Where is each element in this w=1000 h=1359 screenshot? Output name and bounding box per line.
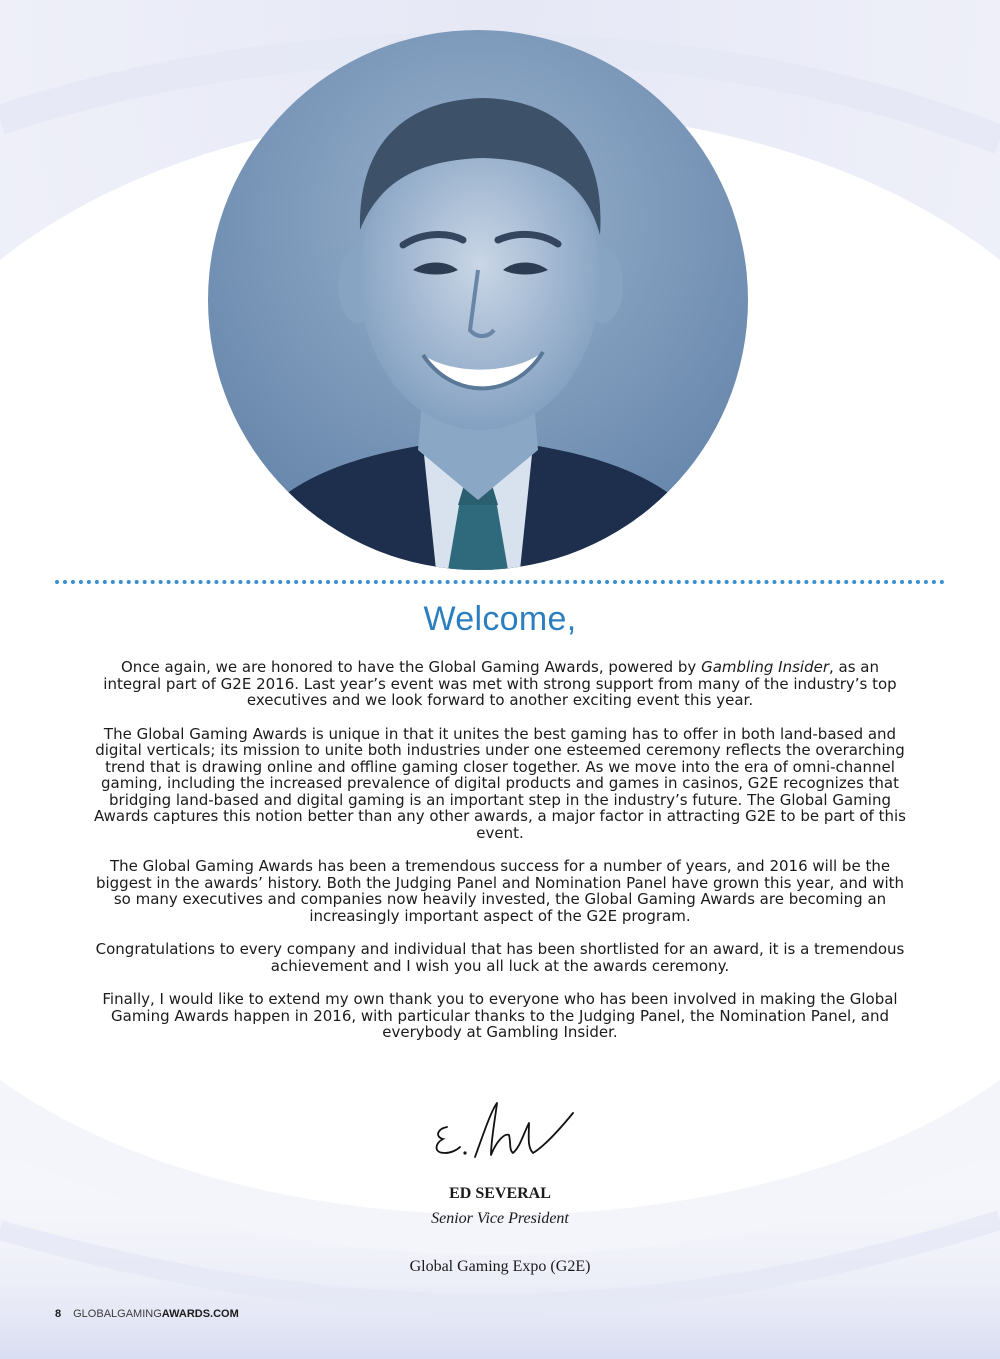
letter-p1-text-b: , as an integral part of G2E 2016. Last year’s event was met with strong support from many of the industry’s top executives and we look forward to another exciting event this year. [103, 658, 897, 709]
signatory-title: Senior Vice President [431, 1210, 569, 1227]
footer-site-bold: AWARDS.COM [161, 1308, 239, 1320]
signature-icon [425, 1095, 595, 1170]
footer-site-light: GLOBALGAMING [73, 1308, 162, 1320]
letter-p1-text-a: Once again, we are honored to have the Global Gaming Awards, powered by [120, 658, 702, 676]
signatory-organization: Global Gaming Expo (G2E) [409, 1258, 591, 1275]
letter-paragraph-2: The Global Gaming Awards is unique in that it unites the best gaming has to offer in both land-based and digital verticals; its mission to unite both industries under one esteemed ceremony reflects the overarching trend that is drawing online and offline gaming closer together. As we move into the era of omni-channel gaming, including the increased prevalence of digital products and games in casinos, G2E recognizes that bridging land-based and digital gaming is an important step in the industry’s future. The Global Gaming Awards captures this notion better than any other awards, a major factor in attracting G2E to be part of this event. [94, 724, 906, 842]
portrait-photo [208, 30, 748, 570]
letter-paragraph-3: The Global Gaming Awards has been a tremendous success for a number of years, and 2016 will be the biggest in the awards’ history. Both the Judging Panel and Nomination Panel have grown this year, and with so many executives and companies now heavily invested, the Global Gaming Awards are becoming an increasingly important aspect of the G2E program. [95, 857, 905, 925]
welcome-heading: Welcome, [423, 600, 577, 638]
publication-name: Gambling Insider [701, 658, 829, 676]
letter-paragraph-4: Congratulations to every company and individual that has been shortlisted for an award, it is a tremendous achievement and I wish you all luck at the awards ceremony. [95, 940, 905, 975]
page-footer [55, 1308, 239, 1320]
executive-portrait-icon [208, 30, 748, 570]
dotted-divider [55, 580, 945, 584]
letter-paragraph-1 [90, 659, 910, 709]
letter-paragraph-5: Finally, I would like to extend my own thank you to everyone who has been involved in making the Global Gaming Awards happen in 2016, with particular thanks to the Judging Panel, the Nomination Panel, and everybody at Gambling Insider. [102, 990, 898, 1041]
welcome-letter [90, 659, 910, 1058]
page-number: 8 [55, 1308, 62, 1320]
signatory-name: ED SEVERAL [449, 1185, 551, 1202]
